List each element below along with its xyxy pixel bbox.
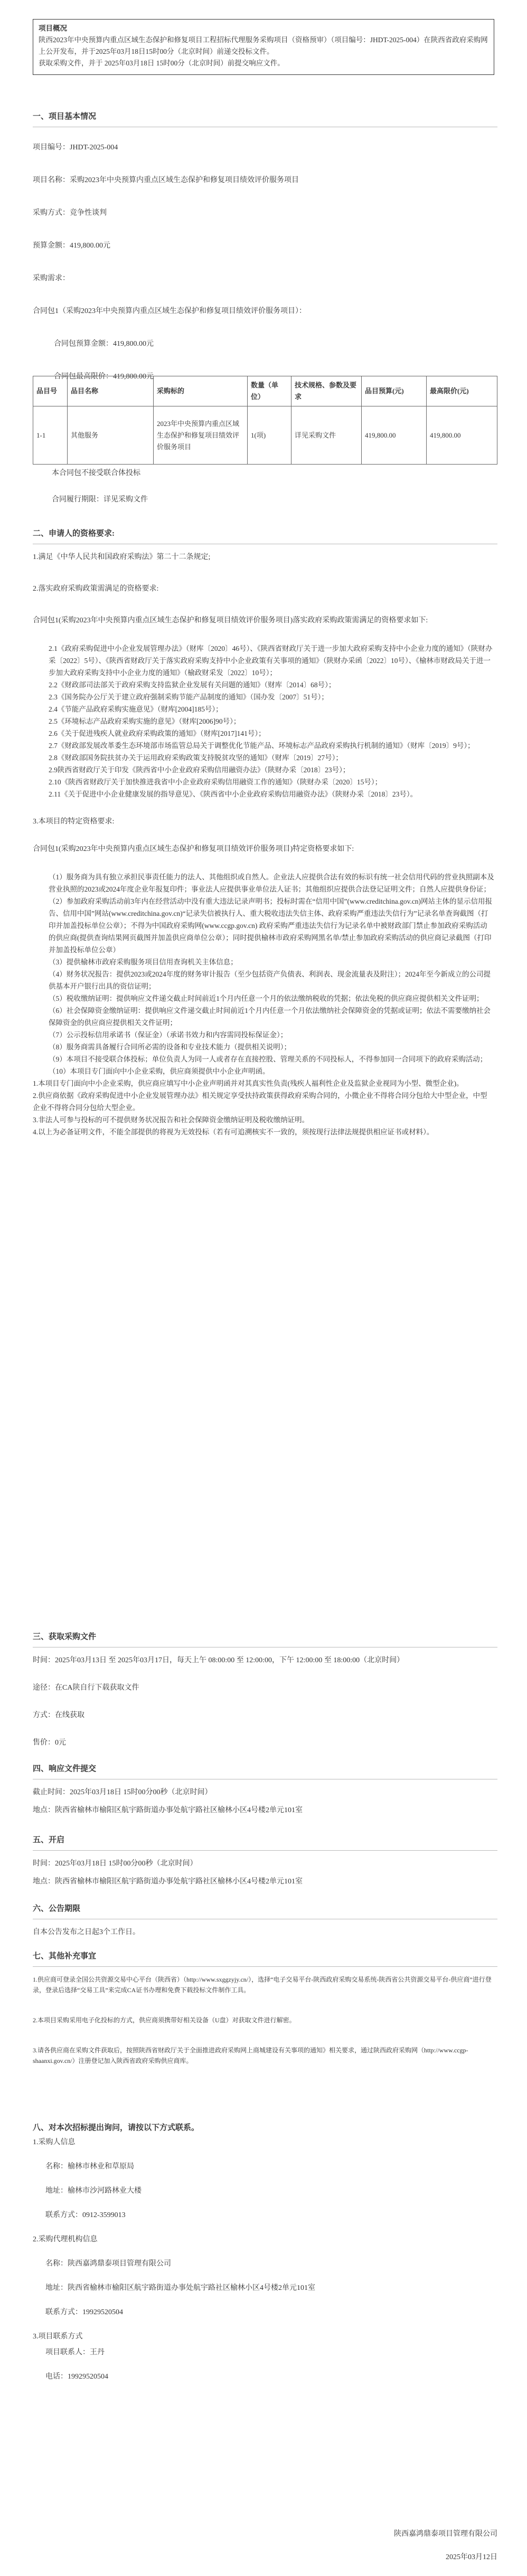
opening-place: 地点：陕西省榆林市榆阳区航宇路街道办事处航宇路社区榆林小区4号楼2单元101室 <box>33 1878 303 1886</box>
policy-item: 2.8《财政部国务院扶贫办关于运用政府采购政策支持脱贫攻坚的通知》（财库〔2019〕27号）； <box>49 754 343 762</box>
col-header: 品目名称 <box>68 376 154 406</box>
requirement-item: （3）提供榆林市政府采购服务项目信用查询机关主体信息； <box>49 958 238 966</box>
cell: 419,800.00 <box>362 406 427 465</box>
notice-text: 自本公告发布之日起3个工作日。 <box>33 1928 140 1936</box>
signature-date: 2025年03月12日 <box>446 2553 497 2561</box>
cell: 其他服务 <box>68 406 154 465</box>
notice-heading: 六、公告期限 <box>33 1905 81 1913</box>
agent-name: 名称：陕西嘉鸿鼎泰项目管理有限公司 <box>45 2260 171 2268</box>
policy-item: 2.1《政府采购促进中小企业发展管理办法》（财库〔2020〕46号）、《陕西省财政厅关于进一步加大政府采购支持中小企业力度的通知》（陕财办采〔2022〕5号）、《陕西省财政厅关于落实政府采购支持中小企业政策有关事项的通知》（陕财办采函〔2022〕10号）、《榆林市财政局关于进一步加大政府采购支持中小企业力度的通知》（榆政财采发〔2022〕10号）； <box>49 645 493 677</box>
obtain-time: 时间：2025年03月13日 至 2025年03月17日，每天上午 08:00:00 至 12:00:00，下午 12:00:00 至 18:00:00（北京时间） <box>33 1656 404 1664</box>
contract-package: 合同包1（采购2023年中央预算内重点区域生态保护和修复项目绩效评价服务项目）： <box>33 307 306 315</box>
obtain-price: 售价：0元 <box>33 1739 66 1747</box>
policy-item: 2.5《环境标志产品政府采购实施的意见》（财库[2006]90号）； <box>49 717 241 725</box>
requirement-item: （8）服务商需具备履行合同所必需的设备和专业技术能力（提供相关说明）； <box>49 1043 291 1051</box>
agent-heading: 2.采购代理机构信息 <box>33 2236 98 2243</box>
policy-list <box>33 642 494 800</box>
procurement-requirement: 采购需求： <box>33 274 70 282</box>
cell: 详见采购文件 <box>291 406 362 465</box>
qualification-3: 3.本项目的特定资格要求: <box>33 818 115 826</box>
policy-item: 2.7《财政部发展改革委生态环境部市场监管总局关于调整优化节能产品、环境标志产品政府采购执行机制的通知》（财库〔2019〕9号）； <box>49 742 475 750</box>
other-item: 2.本项目采购采用电子化投标的方式，供应商须携带好相关设备（U盘）对获取文件进行解密。 <box>33 2016 296 2024</box>
col-header: 采购标的 <box>154 376 248 406</box>
tail-item: 2.供应商依据《政府采购促进中小企业发展管理办法》相关规定享受扶持政策获得政府采购合同的，小微企业不得将合同分包给大中型企业，中型企业不得将合同分包给大型企业。 <box>33 1092 487 1112</box>
overview-title: 项目概况 <box>39 24 67 32</box>
submission-section <box>33 1763 494 1816</box>
consortium-note: 本合同包不接受联合体投标 <box>52 469 140 477</box>
budget-amount: 预算金额：419,800.00元 <box>33 242 110 250</box>
policy-item: 2.3《国务院办公厅关于建立政府强制采购节能产品制度的通知》（国办发〔2007〕51号）； <box>49 693 328 701</box>
qualification-1: 1.满足《中华人民共和国政府采购法》第二十二条规定; <box>33 553 211 561</box>
policy-item: 2.6《关于促进残疾人就业政府采购政策的通知》（财库[2017]141号）； <box>49 730 266 737</box>
notice-period-section <box>33 1903 494 1938</box>
cell: 1-1 <box>33 406 68 465</box>
cell: 419,800.00 <box>427 406 497 465</box>
package-budget: 合同包预算金额：419,800.00元 <box>54 340 154 348</box>
qualification-section <box>33 528 494 1138</box>
qualification-2: 2.落实政府采购政策需满足的资格要求: <box>33 585 159 593</box>
policy-item: 2.4《节能产品政府采购实施意见》（财库[2004]185号）； <box>49 705 223 713</box>
obtain-docs-section <box>33 1631 494 1749</box>
items-table <box>33 376 497 465</box>
requirement-item: （1）服务商为具有独立承担民事责任能力的法人、其他组织或自然人。企业法人应提供合法有效的标识有统一社会信用代码的营业执照副本及营业执照的2023或2024年度企业年报复印件；事业法人应提供事业单位法人证书；其他组织应提供合法登记证明文件；自然人应提供身份证； <box>49 873 494 893</box>
items-table-wrap <box>33 376 494 506</box>
requirement-item: （5）税收缴纳证明：提供响应文件递交截止时间前近1个月内任意一个月的依法缴纳税收的凭据；依法免税的供应商应提供相关文件证明； <box>49 995 484 1002</box>
requirement-item: （2）参加政府采购活动前3年内在经营活动中没有重大违法记录声明书；投标时需在“信用中国”(www.creditchina.gov.cn)网站主体的显示信用报告、信用中国”网站(www.creditchina.gov.cn)“记录失信被执行人、重大税收违法失信主体、政府采购严重违法失信行为”记录名单查询截图（打印并加盖投标单位公章）；不得为中国政府采购网(www.ccgp.gov.cn) 政府采购严重违法失信行为记录名单中被财政部门禁止参加政府采购活动的供应商(提供查询结果网页截图并加盖供应商单位公章）；同时提供榆林市政府采购网黑名单/禁止参加政府采购活动的供应商记录截图（打印并加盖投标单位公章） <box>49 897 493 954</box>
agent-phone: 联系方式：19929520504 <box>45 2308 123 2316</box>
basic-info-section <box>33 111 494 383</box>
other-heading: 七、其他补充事宜 <box>33 1952 97 1961</box>
package-max-price: 合同包最高限价：419,800.00元 <box>54 373 154 381</box>
policy-item: 2.11《关于促进中小企业健康发展的指导意见》、《陕西省中小企业政府采购信用融资办法》（陕财办采〔2018〕23号）。 <box>49 790 418 798</box>
cell: 2023年中央预算内重点区域生态保护和修复项目绩效评价服务项目 <box>154 406 248 465</box>
obtain-route: 途径：在CA陕自行下载获取文件 <box>33 1684 139 1692</box>
col-header: 技术规格、参数及要求 <box>291 376 362 406</box>
agent-address: 地址：陕西省榆林市榆阳区航宇路街道办事处航宇路社区榆林小区4号楼2单元101室 <box>45 2284 315 2292</box>
signature-company: 陕西嘉鸿鼎泰项目管理有限公司 <box>394 2530 497 2538</box>
overview-line-1: 陕西2023年中央预算内重点区域生态保护和修复项目工程招标代理服务采购项目（资格预审）（项目编号：JHDT-2025-004）在陕西省政府采购网上公开发布，并于2025年03月18日15时00分（北京时间）前递交投标文件。 <box>39 36 488 55</box>
requirement-item: （10）本项目专门面向中小企业采购，供应商须提供中小企业声明函。 <box>49 1067 270 1075</box>
project-contact-person: 项目联系人：王丹 <box>45 2348 105 2356</box>
divider <box>33 1966 497 1967</box>
policy-item: 2.2《财政部司法部关于政府采购支持监狱企业发展有关问题的通知》（财库〔2014〕68号）； <box>49 681 336 689</box>
contract-period: 合同履行期限：详见采购文件 <box>52 496 148 504</box>
tail-item: 3.非法人可参与投标的可不提供财务状况报告和社会保障资金缴纳证明及税收缴纳证明。 <box>33 1116 309 1124</box>
table-header-row <box>33 376 497 406</box>
obtain-way: 方式：在线获取 <box>33 1711 84 1719</box>
table-row <box>33 406 497 465</box>
procurement-method: 采购方式：竞争性谈判 <box>33 209 107 217</box>
qualification-tail <box>33 1077 494 1138</box>
other-item: 3.请各供应商在采购文件获取后，按照陕西省财政厅关于全面推进政府采购网上商城建设有关事项的通知》相关要求，通过陕西政府采购网（http://www.ccgp-shaanxi.gov.cn/）注册登记加入陕西省政府采购供应商库。 <box>33 2047 468 2064</box>
requirement-item: （4）财务状况报告：提供2023或2024年度的财务审计报告（至少包括资产负债表、利润表、现金流量表及附注）；2024年至今新成立的公司提供基本开户银行出具的资信证明； <box>49 970 491 990</box>
cell: 1(项) <box>248 406 291 465</box>
opening-section <box>33 1834 494 1888</box>
opening-heading: 五、开启 <box>33 1836 65 1844</box>
specific-requirements <box>33 871 494 1077</box>
project-contact-phone: 电话：19929520504 <box>45 2373 108 2381</box>
col-header: 最高限价(元) <box>427 376 497 406</box>
requirement-item: （6）社会保障资金缴纳证明：提供响应文件递交截止时间前近1个月内任意一个月依法缴纳社会保障资金的凭据或证明；依法不需要缴纳社会保障资金的供应商应提供相关文件证明； <box>49 1007 491 1027</box>
contact-section <box>33 2122 494 2383</box>
tail-item: 4.以上为必备证明文件，不能全部提供的将视为无效投标（若有可追溯核实不一致的，须按现行法律法规提供相应证书或材料）。 <box>33 1128 434 1136</box>
submission-deadline: 截止时间：2025年03月18日 15时00分00秒（北京时间） <box>33 1788 212 1796</box>
col-header: 数量（单位） <box>248 376 291 406</box>
project-contact-heading: 3.项目联系方式 <box>33 2333 83 2341</box>
project-overview-box <box>33 19 494 75</box>
signature-block <box>33 2528 497 2563</box>
opening-time: 时间：2025年03月18日 15时00分00秒（北京时间） <box>33 1860 197 1868</box>
other-matters-section <box>33 1950 494 2066</box>
col-header: 品目号 <box>33 376 68 406</box>
obtain-heading: 三、获取采购文件 <box>33 1633 97 1641</box>
qualification-3-package: 合同包1(采购2023年中央预算内重点区域生态保护和修复项目绩效评价服务项目)特定资格要求如下: <box>33 845 354 853</box>
requirement-item: （7）公示投标信用承诺书（保证金）（承诺书效力和内容需同投标保证金）； <box>49 1031 288 1039</box>
overview-line-2: 获取采购文件，并于 2025年03月18日 15时00分（北京时间）前提交响应文件。 <box>39 59 285 67</box>
qualification-package: 合同包1(采购2023年中央预算内重点区域生态保护和修复项目绩效评价服务项目)落实政府采购政策需满足的资格要求如下: <box>33 617 428 624</box>
buyer-phone: 联系方式：0912-3599013 <box>45 2211 126 2219</box>
requirement-item: （9）本项目不接受联合体投标；单位负责人为同一人或者存在直接控股、管理关系的不同投标人，不得参加同一合同项下的政府采购活动； <box>49 1055 487 1063</box>
project-number: 项目编号：JHDT-2025-004 <box>33 144 118 151</box>
policy-item: 2.9陕西省财政厅关于印发《陕西省中小企业政府采购信用融资办法》（陕财办采〔2018〕23号）； <box>49 766 350 774</box>
buyer-heading: 1.采购人信息 <box>33 2138 76 2146</box>
submission-heading: 四、响应文件提交 <box>33 1765 97 1773</box>
other-item: 1.供应商可登录全国公共资源交易中心平台（陕西省）（http://www.sxggzyjy.cn/），选择“电子交易平台-陕西政府采购交易系统-陕西省公共资源交易平台-供应商”进行登录，登录后选择“交易工具”来完成CA证书办理和免费下载投标文件制作工具。 <box>33 1976 492 1994</box>
qualification-heading: 二、申请人的资格要求: <box>33 529 115 538</box>
basic-heading: 一、项目基本情况 <box>33 112 97 121</box>
divider <box>33 1850 497 1851</box>
submission-place: 地点：陕西省榆林市榆阳区航宇路街道办事处航宇路社区榆林小区4号楼2单元101室 <box>33 1806 303 1814</box>
tail-item: 1.本项目专门面向中小企业采购，供应商应填写中小企业声明函并对其真实性负责(残疾人福利性企业及监狱企业视同为小型、微型企业)。 <box>33 1079 464 1087</box>
contact-heading: 八、对本次招标提出询问，请按以下方式联系。 <box>33 2124 200 2132</box>
policy-item: 2.10《陕西省财政厅关于加快推进我省中小企业政府采购信用融资工作的通知》（陕财办采〔2020〕15号）； <box>49 778 382 786</box>
buyer-name: 名称：榆林市林业和草原局 <box>45 2163 134 2171</box>
col-header: 品目预算(元) <box>362 376 427 406</box>
buyer-address: 地址：榆林市沙河路林业大楼 <box>45 2187 142 2195</box>
project-name: 项目名称：采购2023年中央预算内重点区域生态保护和修复项目绩效评价服务项目 <box>33 176 299 184</box>
